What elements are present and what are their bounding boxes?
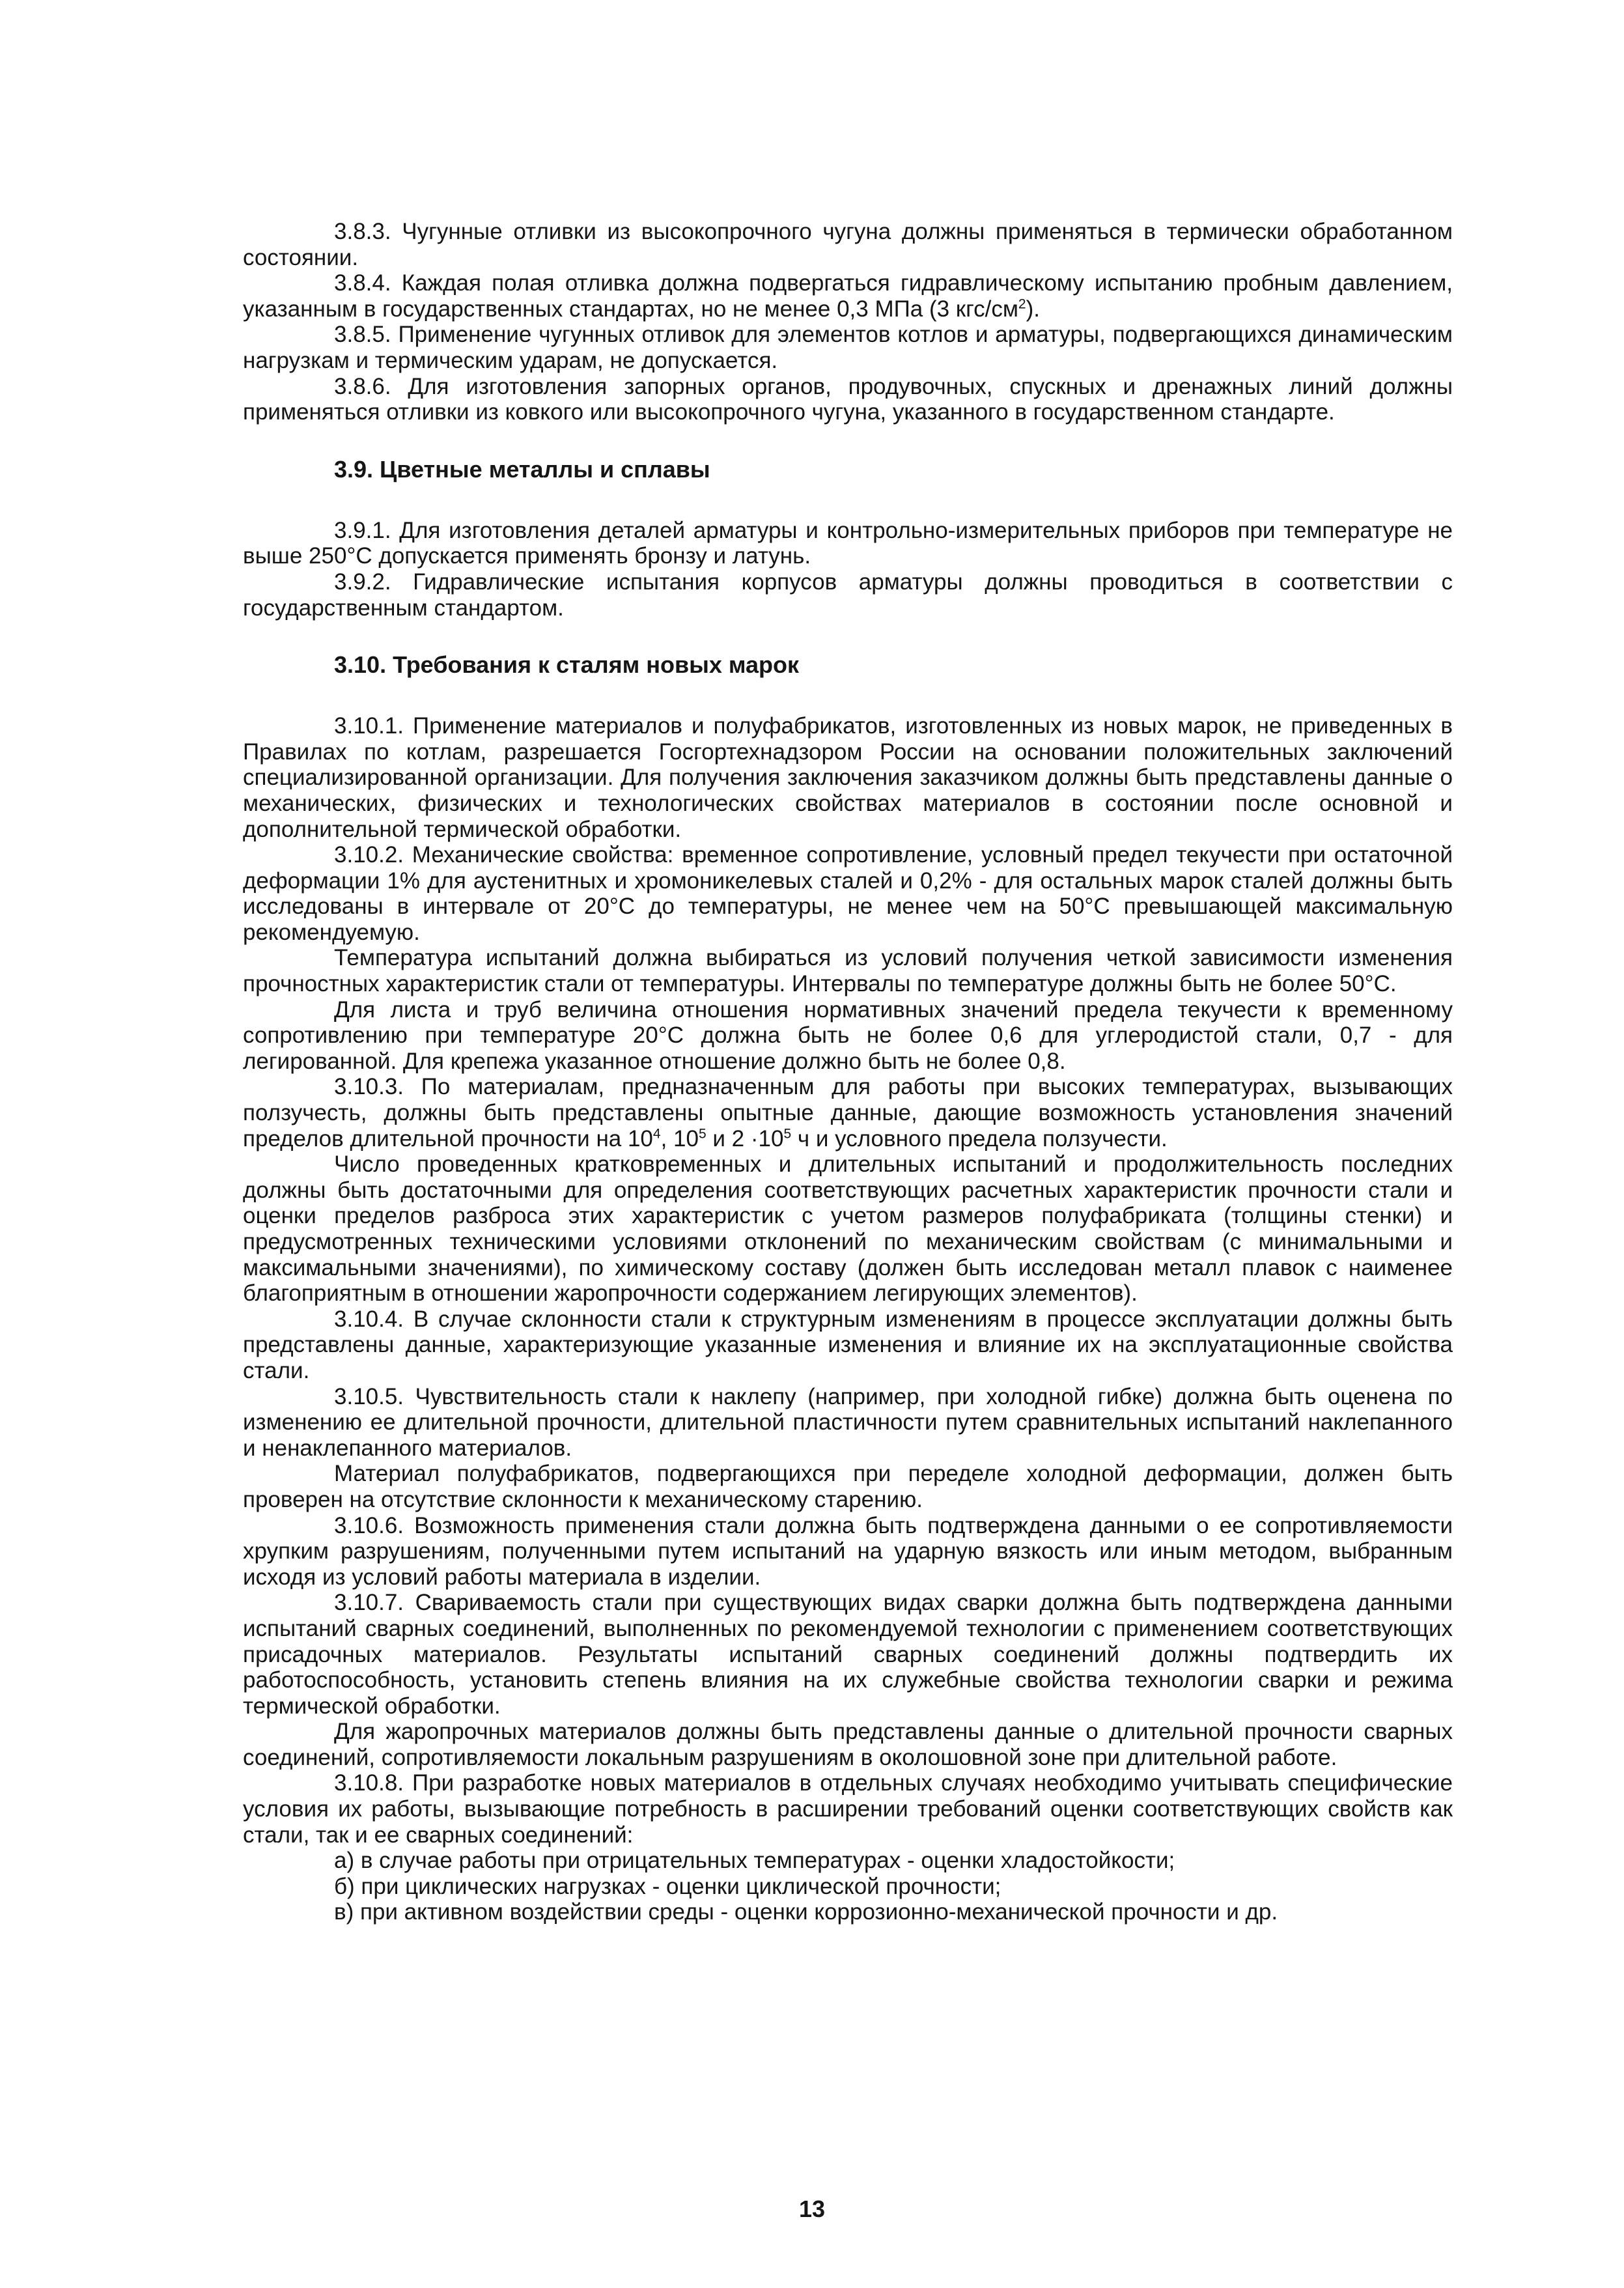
section-heading-3-9: 3.9. Цветные металлы и сплавы	[334, 455, 710, 483]
list-item-b: б) при циклических нагрузках - оценки циклической прочности;	[334, 1873, 1001, 1899]
section-heading-3-10: 3.10. Требования к сталям новых марок	[334, 651, 800, 679]
paragraph-3-10-1: 3.10.1. Применение материалов и полуфабрикатов, изготовленных из новых марок, не приведенных в Правилах по котлам, разрешается Госгортехнадзором России на основании положительных заключений специализированной организации. Для получения заключения заказчиком должны быть представлены данные о механических, физических и технологических свойствах материалов в состоянии после основной и дополнительной термической обработки.	[243, 713, 1453, 842]
paragraph-3-10-6: 3.10.6. Возможность применения стали должна быть подтверждена данными о ее сопротивляемости хрупким разрушениям, полученными путем испытаний на ударную вязкость или иным методом, выбранным исходя из условий работы материала в изделии.	[243, 1512, 1453, 1590]
paragraph-3-10-3-text: ч и условного предела ползучести.	[791, 1125, 1168, 1151]
page-number: 13	[798, 2196, 826, 2222]
paragraph-aging: Материал полуфабрикатов, подвергающихся при переделе холодной деформации, должен быть проверен на отсутствие склонности к механическому старению.	[243, 1461, 1453, 1512]
paragraph-3-10-2: 3.10.2. Механические свойства: временное сопротивление, условный предел текучести при остаточной деформации 1% для аустенитных и хромоникелевых сталей и 0,2% - для остальных марок сталей должны быть исследованы в интервале от 20°С до температуры, не менее чем на 50°С превышающей максимальную рекомендуемую.	[243, 842, 1453, 945]
paragraph-3-9-2: 3.9.2. Гидравлические испытания корпусов арматуры должны проводиться в соответствии с государственным стандартом.	[243, 569, 1453, 621]
paragraph-3-10-3-text: 3.10.3. По материалам, предназначенным для работы при высоких температурах, вызывающих ползучесть, должны быть представлены опытные данные, дающие возможность установления значений пределов длительной прочности на 10	[243, 1074, 1453, 1151]
paragraph-3-10-8: 3.10.8. При разработке новых материалов в отдельных случаях необходимо учитывать специфические условия их работы, вызывающие потребность в расширении требований оценки соответствующих свойств как стали, так и ее сварных соединений:	[243, 1770, 1453, 1848]
superscript: 4	[652, 1125, 661, 1141]
superscript: 2	[1018, 296, 1026, 312]
document-body	[243, 219, 1453, 1925]
paragraph-test-count: Число проведенных кратковременных и длительных испытаний и продолжительность последних должны быть достаточными для определения соответствующих расчетных характеристик прочности стали и оценки пределов разброса этих характеристик с учетом размеров полуфабриката (толщины стенки) и предусмотренных техническими условиями отклонений по механическим свойствам (с минимальными и максимальными значениями), по химическому составу (должен быть исследован металл плавок с наименее благоприятным в отношении жаропрочности содержанием легирующих элементов).	[243, 1151, 1453, 1306]
paragraph-3-10-4: 3.10.4. В случае склонности стали к структурным изменениям в процессе эксплуатации должны быть представлены данные, характеризующие указанные изменения и влияние их на эксплуатационные свойства стали.	[243, 1306, 1453, 1383]
paragraph-yield-ratio: Для листа и труб величина отношения нормативных значений предела текучести к временному сопротивлению при температуре 20°С должна быть не более 0,6 для углеродистой стали, 0,7 - для легированной. Для крепежа указанное отношение должно быть не более 0,8.	[243, 996, 1453, 1074]
paragraph-heat-resistant: Для жаропрочных материалов должны быть представлены данные о длительной прочности сварных соединений, сопротивляемости локальным разрушениям в околошовной зоне при длительной работе.	[243, 1719, 1453, 1770]
paragraph-3-8-6: 3.8.6. Для изготовления запорных органов, продувочных, спускных и дренажных линий должны применяться отливки из ковкого или высокопрочного чугуна, указанного в государственном стандарте.	[243, 373, 1453, 425]
paragraph-3-10-3-text: и 2 ·10	[706, 1125, 784, 1151]
paragraph-3-10-7: 3.10.7. Свариваемость стали при существующих видах сварки должна быть подтверждена данными испытаний сварных соединений, выполненных по рекомендуемой технологии с применением соответствующих присадочных материалов. Результаты испытаний сварных соединений должны подтвердить их работоспособность, установить степень влияния на их служебные свойства технологии сварки и режима термической обработки.	[243, 1590, 1453, 1719]
paragraph-3-10-3	[243, 1074, 1453, 1151]
paragraph-3-8-3: 3.8.3. Чугунные отливки из высокопрочного чугуна должны применяться в термически обработанном состоянии.	[243, 219, 1453, 270]
paragraph-3-8-4	[243, 270, 1453, 322]
list-item-a: а) в случае работы при отрицательных температурах - оценки хладостойкости;	[334, 1848, 1175, 1874]
paragraph-3-8-4-text: 3.8.4. Каждая полая отливка должна подвергаться гидравлическому испытанию пробным давлением, указанным в государственных стандартах, но не менее 0,3 МПа (3 кгс/см	[243, 270, 1453, 322]
paragraph-3-8-4-end: ).	[1026, 296, 1040, 322]
superscript: 5	[783, 1125, 792, 1141]
paragraph-test-temperature: Температура испытаний должна выбираться из условий получения четкой зависимости изменения прочностных характеристик стали от температуры. Интервалы по температуре должны быть не более 50°С.	[243, 945, 1453, 997]
paragraph-3-10-3-text: , 10	[660, 1125, 699, 1151]
superscript: 5	[698, 1125, 707, 1141]
paragraph-3-9-1: 3.9.1. Для изготовления деталей арматуры и контрольно-измерительных приборов при температуре не выше 250°С допускается применять бронзу и латунь.	[243, 517, 1453, 569]
paragraph-3-10-5: 3.10.5. Чувствительность стали к наклепу (например, при холодной гибке) должна быть оценена по изменению ее длительной прочности, длительной пластичности путем сравнительных испытаний наклепанного и ненаклепанного материалов.	[243, 1383, 1453, 1461]
list-item-c: в) при активном воздействии среды - оценки коррозионно-механической прочности и др.	[334, 1899, 1278, 1925]
paragraph-3-8-5: 3.8.5. Применение чугунных отливок для элементов котлов и арматуры, подвергающихся динамическим нагрузкам и термическим ударам, не допускается.	[243, 322, 1453, 373]
